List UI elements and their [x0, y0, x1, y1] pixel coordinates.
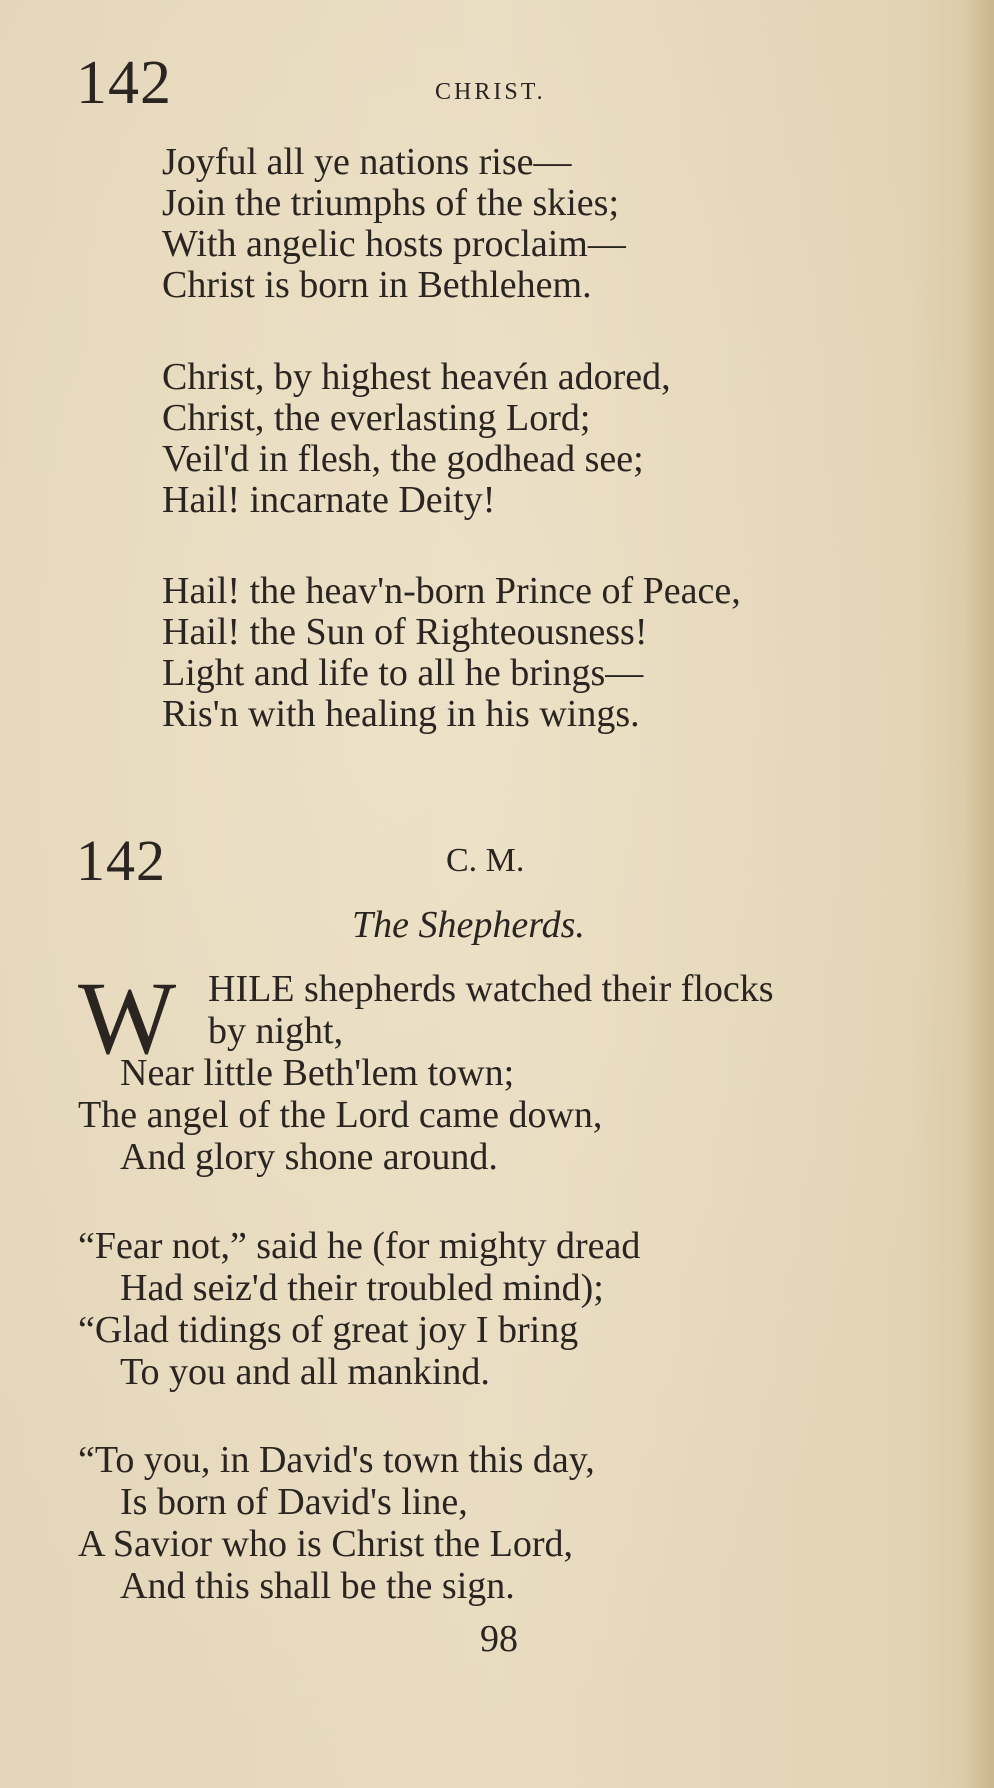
verse-line: Hail! the Sun of Righteousness! — [162, 611, 648, 653]
verse-line: And this shall be the sign. — [120, 1565, 515, 1607]
verse-line: With angelic hosts proclaim— — [162, 223, 626, 265]
verse-line: Near little Beth'lem town; — [120, 1052, 515, 1094]
running-head-number: 142 — [76, 49, 172, 117]
verse-line: Join the triumphs of the skies; — [162, 182, 620, 224]
hymn-meter: C. M. — [446, 842, 525, 879]
verse-line: Had seiz'd their troubled mind); — [120, 1267, 604, 1309]
verse-line: Christ, by highest heavén adored, — [162, 356, 671, 398]
verse-line: Is born of David's line, — [120, 1481, 468, 1523]
verse-line: Ris'n with healing in his wings. — [162, 693, 640, 735]
verse-line: And glory shone around. — [120, 1136, 498, 1178]
previous-hymn-stanza-2 — [162, 357, 671, 521]
verse-line: Hail! incarnate Deity! — [162, 479, 496, 521]
hymn-number: 142 — [76, 828, 166, 893]
verse-1-rest — [78, 1052, 602, 1178]
verse-line: Christ is born in Bethlehem. — [162, 264, 592, 306]
verse-line: Light and life to all he brings— — [162, 652, 644, 694]
verse-1-wrap-line: by night, — [208, 1010, 344, 1052]
verse-line: “To you, in David's town this day, — [78, 1439, 595, 1481]
verse-line: Veil'd in flesh, the godhead see; — [162, 438, 644, 480]
verse-line: A Savior who is Christ the Lord, — [78, 1523, 574, 1565]
page-number: 98 — [480, 1618, 518, 1660]
previous-hymn-stanza-1 — [162, 142, 626, 306]
verse-line: Christ, the everlasting Lord; — [162, 397, 591, 439]
verse-line: Joyful all ye nations rise— — [162, 141, 572, 183]
previous-hymn-stanza-3 — [162, 571, 741, 735]
verse-line: The angel of the Lord came down, — [78, 1094, 603, 1136]
verse-2 — [78, 1225, 640, 1393]
verse-line: To you and all mankind. — [120, 1351, 490, 1393]
hymn-title: The Shepherds. — [352, 904, 585, 946]
verse-1-first-line: HILE shepherds watched their flocks — [208, 968, 774, 1010]
verse-3 — [78, 1439, 595, 1607]
running-head-section: CHRIST. — [435, 79, 546, 105]
page-edge-shadow — [964, 0, 994, 1788]
verse-line: “Fear not,” said he (for mighty dread — [78, 1225, 641, 1267]
drop-cap: W — [78, 961, 177, 1076]
verse-line: “Glad tidings of great joy I bring — [78, 1309, 579, 1351]
verse-line: Hail! the heav'n-born Prince of Peace, — [162, 570, 741, 612]
